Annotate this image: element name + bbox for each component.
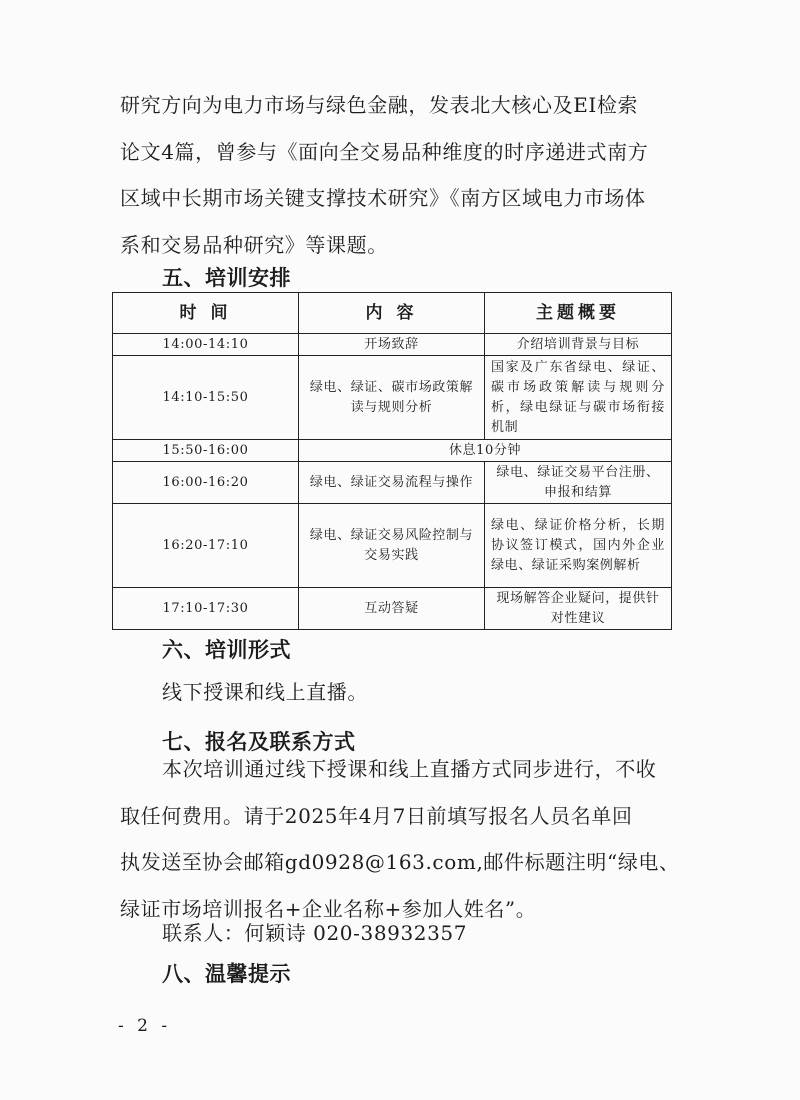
table-row xyxy=(113,504,672,588)
header-content: 内 容 xyxy=(299,293,485,334)
row-summary: 绿电、绿证交易平台注册、申报和结算 xyxy=(485,462,672,504)
table-row xyxy=(113,440,672,462)
row-summary: 现场解答企业疑问，提供针对性建议 xyxy=(485,588,672,630)
signup-line-4: 绿证市场培训报名+企业名称+参加人姓名”。 xyxy=(120,896,537,921)
table-row xyxy=(113,334,672,356)
format-text: 线下授课和线上直播。 xyxy=(162,680,368,704)
contact-line: 联系人：何颖诗 020-38932357 xyxy=(162,921,468,945)
intro-line-1: 研究方向为电力市场与绿色金融，发表北大核心及EI检索 xyxy=(120,93,639,117)
row-summary: 绿电、绿证价格分析，长期协议签订模式，国内外企业绿电、绿证采购案例解析 xyxy=(485,504,672,588)
row-summary: 国家及广东省绿电、绿证、碳市场政策解读与规则分析，绿电绿证与碳市场衔接机制 xyxy=(485,356,672,440)
table-row xyxy=(113,588,672,630)
intro-line-2: 论文4篇，曾参与《面向全交易品种维度的时序递进式南方 xyxy=(120,139,649,164)
schedule-header-row xyxy=(113,293,672,334)
section-heading-schedule: 五、培训安排 xyxy=(162,266,291,290)
header-time: 时 间 xyxy=(113,293,299,334)
row-time: 17:10-17:30 xyxy=(113,588,299,630)
row-content: 开场致辞 xyxy=(299,334,485,356)
schedule-table xyxy=(112,292,672,630)
row-content: 绿电、绿证交易流程与操作 xyxy=(299,462,485,504)
signup-line-3: 执发送至协会邮箱gd0928@163.com,邮件标题注明“绿电、 xyxy=(120,850,680,874)
row-content: 互动答疑 xyxy=(299,588,485,630)
row-time: 16:00-16:20 xyxy=(113,462,299,504)
section-heading-format: 六、培训形式 xyxy=(162,638,291,662)
row-time: 16:20-17:10 xyxy=(113,504,299,588)
row-time: 14:00-14:10 xyxy=(113,334,299,356)
intro-line-4: 系和交易品种研究》等课题。 xyxy=(120,232,388,257)
row-summary: 介绍培训背景与目标 xyxy=(485,334,672,356)
signup-line-2: 取任何费用。请于2025年4月7日前填写报名人员名单回 xyxy=(120,803,633,828)
header-summary: 主题概要 xyxy=(485,293,672,334)
intro-line-3: 区域中长期市场关键支撑技术研究》《南方区域电力市场体 xyxy=(120,186,646,210)
row-time: 15:50-16:00 xyxy=(113,440,299,462)
row-content: 休息10分钟 xyxy=(299,440,672,462)
page-number: - 2 - xyxy=(118,1016,172,1036)
intro-paragraph xyxy=(120,82,672,268)
section-heading-tips: 八、温馨提示 xyxy=(162,962,291,986)
row-content: 绿电、绿证、碳市场政策解读与规则分析 xyxy=(299,356,485,440)
section-heading-signup: 七、报名及联系方式 xyxy=(162,730,356,754)
table-row xyxy=(113,462,672,504)
signup-line-1: 本次培训通过线下授课和线上直播方式同步进行，不收 xyxy=(162,757,657,781)
row-content: 绿电、绿证交易风险控制与交易实践 xyxy=(299,504,485,588)
row-time: 14:10-15:50 xyxy=(113,356,299,440)
table-row xyxy=(113,356,672,440)
signup-paragraph xyxy=(120,746,680,932)
